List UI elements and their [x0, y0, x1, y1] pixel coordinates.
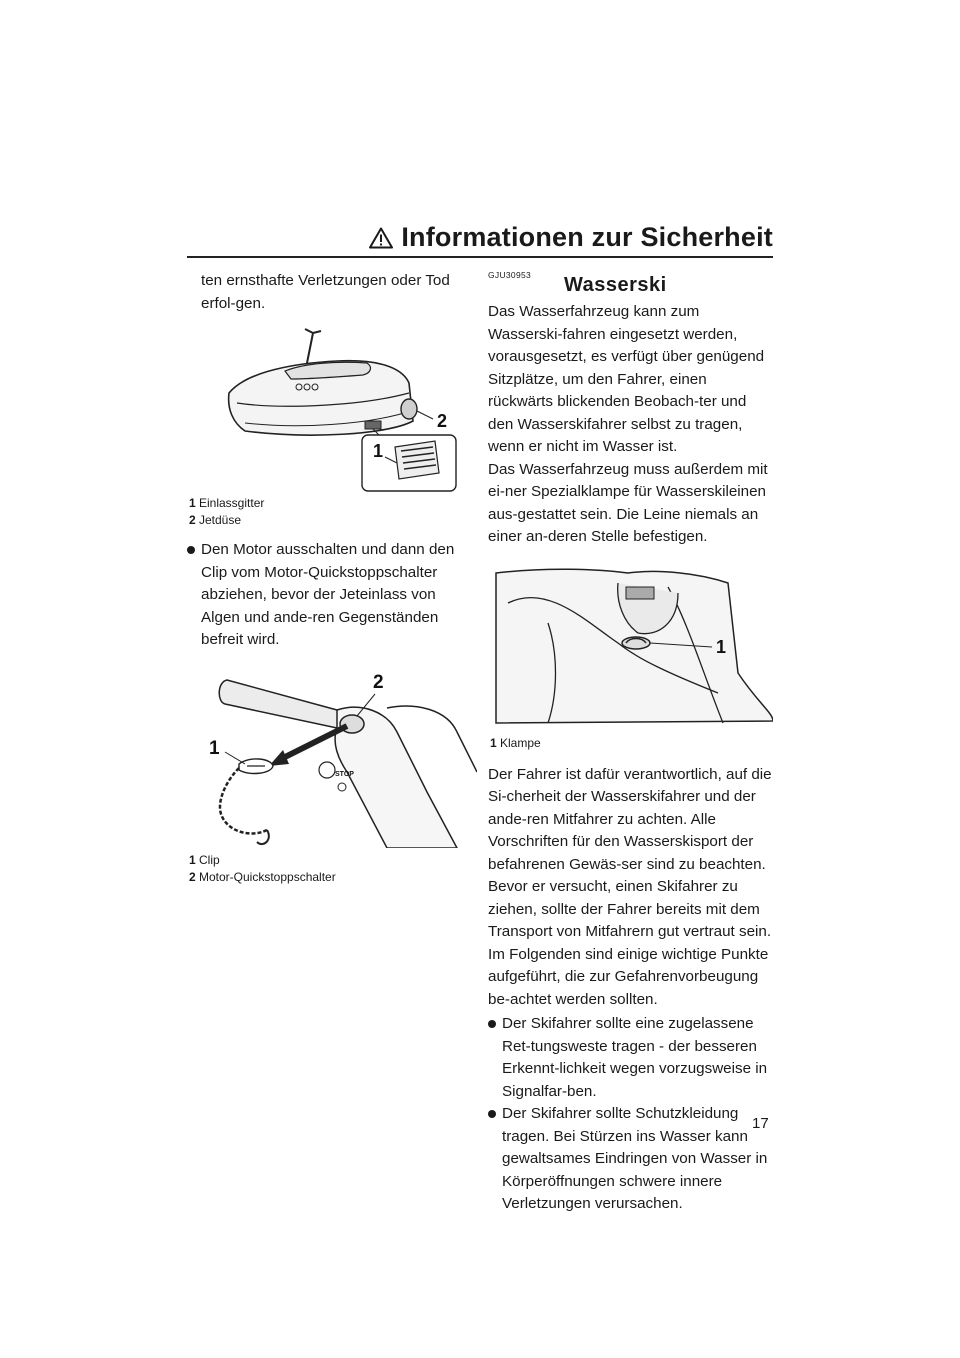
handlebar-illustration	[187, 662, 477, 848]
callout-1: 1	[209, 737, 220, 759]
figure-jet-intake	[187, 323, 477, 495]
callout-2: 2	[373, 671, 384, 693]
bullet-item: Der Skifahrer sollte Schutzkleidung tragen. Bei Stürzen ins Wasser kann gewaltsames Eindringen von Wasser in Körperöffnungen schwere innere Verletzungen verursachen.	[488, 1103, 773, 1216]
bullet-icon	[488, 1020, 496, 1028]
bullet-icon	[187, 546, 195, 554]
page-number: 17	[752, 1115, 769, 1132]
cleat-illustration	[488, 563, 773, 733]
intro-text: ten ernsthafte Verletzungen oder Tod erfol-gen.	[201, 272, 450, 312]
bullet-item: Den Motor ausschalten und dann den Clip vom Motor-Quickstoppschalter abziehen, bevor der Jeteinlass von Algen und ande-ren Gegenständen befreit wird.	[187, 539, 477, 652]
warning-triangle-icon	[369, 227, 393, 249]
figure1-captions	[187, 495, 477, 529]
paragraph: Das Wasserfahrzeug muss außerdem mit ei-ner Spezialklampe für Wasserskileinen aus-gestattet sein. Die Leine niemals an einer an-deren Stelle befestigen.	[488, 460, 768, 545]
caption: 1 Einlassgitter	[189, 496, 265, 510]
caption: 1 Clip	[189, 852, 220, 867]
section-title: Wasserski	[564, 274, 667, 296]
page-title-text: Informationen zur Sicherheit	[401, 222, 773, 252]
figure3-captions	[488, 735, 773, 752]
left-column	[187, 270, 477, 886]
right-column	[488, 270, 773, 1216]
paragraph: Bevor er versucht, einen Skifahrer zu ziehen, sollte der Fahrer bereits mit dem Transport von Mitfahrern gut vertraut sein.	[488, 878, 772, 940]
callout-1: 1	[716, 636, 727, 657]
bullet-icon	[488, 1110, 496, 1118]
bullet-item: Der Skifahrer sollte eine zugelassene Ret-tungsweste tragen - der besseren Erkennt-lichkeit wegen vorzugsweise in Signalfar-ben.	[488, 1013, 773, 1103]
paragraph: Der Fahrer ist dafür verantwortlich, auf die Si-cherheit der Wasserskifahrer und der ande-ren Mitfahrer zu achten. Alle Vorschriften für den Wasserskisport der befahrenen Gewäs-ser sind zu beachten.	[488, 765, 772, 873]
figure2-captions	[187, 852, 477, 886]
paragraph: Das Wasserfahrzeug kann zum Wasserski-fahren eingesetzt werden, vorausgesetzt, es verfügt über genügend Sitzplätze, um den Fahrer, einen rückwärts blickenden Beobach-ter und den Wasserskifahrer selbst zu tragen, wenn er nicht im Wasser ist.	[488, 303, 765, 455]
callout-2: 2	[437, 411, 448, 431]
caption: 2 Jetdüse	[189, 513, 242, 527]
watercraft-illustration	[187, 323, 477, 495]
figure-ski-cleat	[488, 563, 773, 733]
stop-label: STOP	[335, 770, 354, 778]
caption: 2 Motor-Quickstoppschalter	[189, 869, 336, 884]
section-code: GJU30953	[488, 270, 532, 280]
page-header	[187, 222, 773, 258]
caption: 1 Klampe	[490, 735, 541, 750]
page-title	[369, 222, 773, 253]
paragraph: Im Folgenden sind einige wichtige Punkte aufgeführt, die zur Gefahrenvorbeugung be-achtet werden sollten.	[488, 945, 769, 1008]
figure-quickstop-switch	[187, 662, 477, 848]
callout-1: 1	[373, 441, 384, 461]
